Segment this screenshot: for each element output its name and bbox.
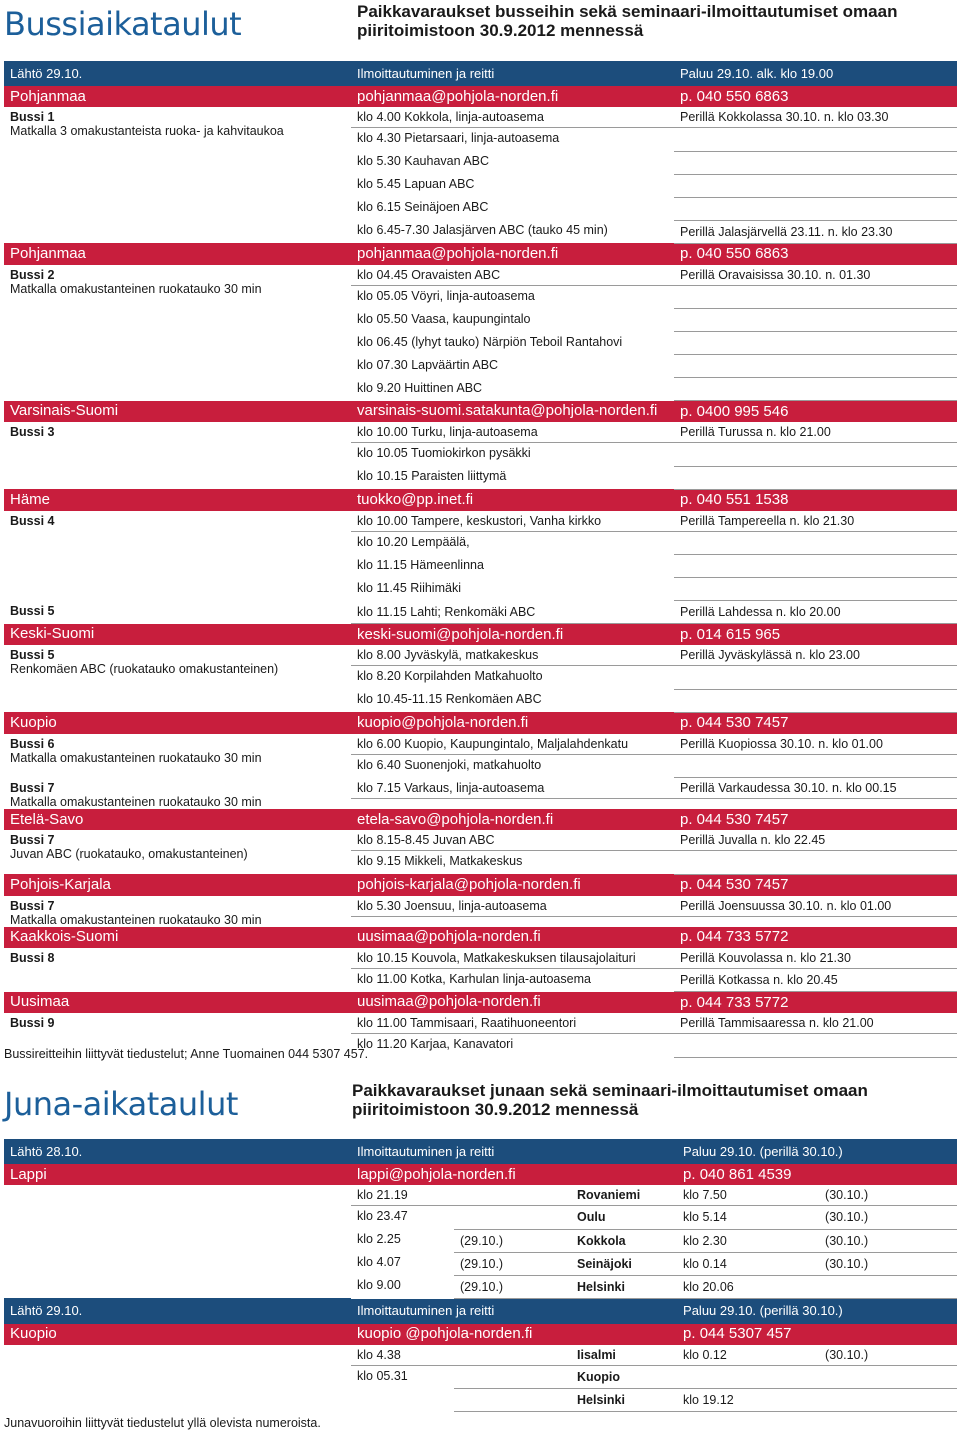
region-email: pohjois-karjala@pohjola-norden.fi xyxy=(351,874,674,896)
station: Helsinki xyxy=(571,1389,677,1412)
region-row xyxy=(4,243,957,265)
return-info xyxy=(674,689,957,712)
stop-time: klo 4.00 Kokkola, linja-autoasema xyxy=(351,107,674,128)
bus-section-subtitle xyxy=(357,2,897,40)
region-email: kuopio@pohjola-norden.fi xyxy=(351,712,674,734)
region-name: Kuopio xyxy=(4,712,351,734)
bus-name: Bussi 4 xyxy=(10,513,55,528)
departure-date xyxy=(454,1206,571,1230)
departure-time: klo 05.31 xyxy=(357,1368,408,1383)
stop-time: klo 04.45 Oravaisten ABC xyxy=(351,265,674,286)
stop-time: klo 11.15 Lahti; Renkomäki ABC xyxy=(351,601,674,624)
bus-cell xyxy=(4,948,351,992)
region-phone: p. 044 733 5772 xyxy=(674,992,957,1014)
schedule-row xyxy=(4,601,957,624)
return-date: (30.10.) xyxy=(819,1252,957,1275)
schedule-row xyxy=(4,734,957,755)
region-phone: p. 044 530 7457 xyxy=(674,712,957,734)
return-info xyxy=(674,332,957,355)
departure-date xyxy=(454,1389,571,1412)
train-row xyxy=(4,1185,957,1206)
bus-subtitle-line-1: Paikkavaraukset busseihin sekä seminaari-ilmoittautumiset omaan xyxy=(357,2,898,21)
return-info xyxy=(674,443,957,467)
return-time: klo 2.30 xyxy=(677,1229,819,1252)
region-email: kuopio @pohjola-norden.fi xyxy=(351,1324,677,1345)
train-section-subtitle xyxy=(352,1081,868,1119)
station: Helsinki xyxy=(571,1275,677,1298)
spacer xyxy=(351,799,957,810)
spacer-cell xyxy=(4,1185,351,1298)
stop-time: klo 9.15 Mikkeli, Matkakeskus xyxy=(357,854,523,868)
stop-time: klo 10.15 Kouvola, Matkakeskuksen tilausajolaituri xyxy=(351,948,674,969)
stop-time: klo 8.20 Korpilahden Matkahuolto xyxy=(357,669,543,683)
return-info xyxy=(674,666,957,690)
return-info: Perillä Kouvolassa n. klo 21.30 xyxy=(674,948,957,969)
return-info: Perillä Kuopiossa 30.10. n. klo 01.00 xyxy=(674,734,957,755)
departure-time: klo 21.19 xyxy=(351,1185,454,1206)
stop-time: klo 07.30 Lapväärtin ABC xyxy=(357,357,499,372)
schedule-row xyxy=(4,948,957,969)
return-info xyxy=(674,466,957,489)
bus-name: Bussi 5 xyxy=(10,603,55,618)
return-info xyxy=(674,555,957,578)
return-date xyxy=(819,1389,957,1412)
train-header-row xyxy=(4,1139,957,1164)
return-time: klo 20.06 xyxy=(677,1275,819,1298)
region-name: Varsinais-Suomi xyxy=(4,401,351,423)
region-row xyxy=(4,1164,957,1185)
stop-time: klo 05.50 Vaasa, kaupungintalo xyxy=(357,311,531,326)
return-info xyxy=(674,355,957,378)
bus-note: Matkalla omakustanteinen ruokatauko 30 min xyxy=(10,912,262,927)
departure-time xyxy=(351,1389,454,1412)
stop-time: klo 05.05 Vöyri, linja-autoasema xyxy=(357,288,535,303)
bus-footnote: Bussireitteihin liittyvät tiedustelut; Anne Tuomainen 044 5307 457. xyxy=(4,1047,369,1061)
schedule-row xyxy=(4,1013,957,1034)
bus-name: Bussi 3 xyxy=(10,425,55,439)
return-info xyxy=(674,128,957,152)
stop-time: klo 10.15 Paraisten liittymä xyxy=(357,469,507,483)
stop-time: klo 10.00 Turku, linja-autoasema xyxy=(351,422,674,443)
region-email: varsinais-suomi.satakunta@pohjola-norden.fi xyxy=(351,401,674,423)
train-header-route: Ilmoittautuminen ja reitti xyxy=(351,1298,677,1324)
stop-time: klo 5.30 Joensuu, linja-autoasema xyxy=(351,896,674,917)
bus-cell xyxy=(4,896,351,927)
return-info: Perillä Turussa n. klo 21.00 xyxy=(674,422,957,443)
region-row xyxy=(4,86,957,107)
stop-time: klo 10.05 Tuomiokirkon pysäkki xyxy=(357,446,531,460)
region-email: tuokko@pp.inet.fi xyxy=(351,489,674,511)
region-email: uusimaa@pohjola-norden.fi xyxy=(351,992,674,1014)
bus-note: Renkomäen ABC (ruokatauko omakustanteinen) xyxy=(10,662,279,676)
return-info xyxy=(674,197,957,220)
bus-note: Matkalla 3 omakustanteista ruoka- ja kahvitaukoa xyxy=(10,124,284,138)
train-subtitle-line-1: Paikkavaraukset junaan sekä seminaari-ilmoittautumiset omaan xyxy=(352,1081,868,1100)
region-row xyxy=(4,809,957,830)
return-date: (30.10.) xyxy=(819,1229,957,1252)
bus-cell xyxy=(4,511,351,601)
region-row xyxy=(4,489,957,511)
return-info: Perillä Kotkassa n. klo 20.45 xyxy=(674,968,957,992)
region-email: etela-savo@pohjola-norden.fi xyxy=(351,809,674,830)
return-info xyxy=(674,174,957,197)
region-phone: p. 040 861 4539 xyxy=(677,1164,957,1185)
bus-cell xyxy=(4,778,351,810)
return-info xyxy=(674,309,957,332)
bus-name: Bussi 5 xyxy=(10,648,55,662)
return-time: klo 19.12 xyxy=(677,1389,819,1412)
region-name: Pohjanmaa xyxy=(4,243,351,265)
return-info xyxy=(674,285,957,309)
bus-note: Matkalla omakustanteinen ruokatauko 30 min xyxy=(10,281,262,296)
bus-cell xyxy=(4,422,351,489)
bus-name: Bussi 7 xyxy=(10,833,55,847)
bus-cell xyxy=(4,601,351,624)
bus-cell xyxy=(4,830,351,874)
departure-date xyxy=(454,1365,571,1389)
bus-schedule-body xyxy=(4,61,957,1057)
bus-cell xyxy=(4,645,351,712)
return-info xyxy=(674,378,957,401)
departure-date: (29.10.) xyxy=(454,1229,571,1252)
region-phone: p. 040 550 6863 xyxy=(674,243,957,265)
return-info: Perillä Kokkolassa 30.10. n. klo 03.30 xyxy=(674,107,957,128)
return-info: Perillä Oravaisissa 30.10. n. 01.30 xyxy=(674,265,957,286)
region-name: Pohjois-Karjala xyxy=(4,874,351,896)
train-header-return: Paluu 29.10. (perillä 30.10.) xyxy=(677,1139,957,1164)
station: Rovaniemi xyxy=(571,1185,677,1206)
region-row xyxy=(4,624,957,646)
station: Oulu xyxy=(571,1206,677,1230)
schedule-row xyxy=(4,107,957,128)
return-date xyxy=(819,1365,957,1389)
stop-time: klo 11.20 Karjaa, Kanavatori xyxy=(357,1037,514,1051)
region-email: pohjanmaa@pohjola-norden.fi xyxy=(351,86,674,107)
bus-header-departure: Lähtö 29.10. xyxy=(4,61,351,86)
region-phone: p. 044 733 5772 xyxy=(674,927,957,948)
return-info: Perillä Lahdessa n. klo 20.00 xyxy=(674,601,957,624)
return-info xyxy=(674,1034,957,1058)
schedule-row xyxy=(4,896,957,917)
stop-time: klo 10.00 Tampere, keskustori, Vanha kirkko xyxy=(351,511,674,532)
region-email: pohjanmaa@pohjola-norden.fi xyxy=(351,243,674,265)
return-info: Perillä Jalasjärvellä 23.11. n. klo 23.30 xyxy=(674,220,957,243)
stop-time: klo 11.00 Tammisaari, Raatihuoneentori xyxy=(351,1013,674,1034)
bus-note: Matkalla omakustanteinen ruokatauko 30 min xyxy=(10,750,262,765)
region-phone: p. 040 551 1538 xyxy=(674,489,957,511)
bus-name: Bussi 7 xyxy=(10,898,55,913)
stop-time: klo 5.30 Kauhavan ABC xyxy=(357,154,490,168)
region-phone: p. 0400 995 546 xyxy=(674,401,957,423)
bus-cell xyxy=(4,734,351,778)
return-info: Perillä Tampereella n. klo 21.30 xyxy=(674,511,957,532)
train-section-title: Juna-aikataulut xyxy=(4,1085,238,1123)
bus-header-row xyxy=(4,61,957,86)
return-time: klo 0.14 xyxy=(677,1252,819,1275)
spacer xyxy=(351,916,957,927)
bus-section-title: Bussiaikataulut xyxy=(4,5,242,43)
region-phone: p. 044 5307 457 xyxy=(677,1324,957,1345)
departure-time: klo 2.25 xyxy=(357,1232,401,1246)
region-name: Etelä-Savo xyxy=(4,809,351,830)
return-info xyxy=(674,754,957,778)
region-phone: p. 014 615 965 xyxy=(674,624,957,646)
region-name: Keski-Suomi xyxy=(4,624,351,646)
departure-time: klo 4.07 xyxy=(357,1255,401,1269)
bus-cell xyxy=(4,107,351,243)
station: Seinäjoki xyxy=(571,1252,677,1275)
region-row xyxy=(4,712,957,734)
train-subtitle-line-2: piiritoimistoon 30.9.2012 mennessä xyxy=(352,1100,639,1119)
return-time xyxy=(677,1365,819,1389)
region-phone: p. 044 530 7457 xyxy=(674,809,957,830)
stop-time: klo 11.15 Hämeenlinna xyxy=(357,557,484,572)
station: Iisalmi xyxy=(571,1345,677,1366)
train-schedule-table xyxy=(4,1139,957,1412)
region-name: Lappi xyxy=(4,1164,351,1185)
region-phone: p. 044 530 7457 xyxy=(674,874,957,896)
schedule-row xyxy=(4,422,957,443)
return-info: Perillä Joensuussa 30.10. n. klo 01.00 xyxy=(674,896,957,917)
region-name: Kuopio xyxy=(4,1324,351,1345)
return-info xyxy=(674,578,957,601)
stop-time: klo 6.15 Seinäjoen ABC xyxy=(357,200,489,214)
station: Kuopio xyxy=(571,1365,677,1389)
region-email: lappi@pohjola-norden.fi xyxy=(351,1164,677,1185)
station: Kokkola xyxy=(571,1229,677,1252)
bus-header-return: Paluu 29.10. alk. klo 19.00 xyxy=(674,61,957,86)
departure-time: klo 23.47 xyxy=(357,1209,408,1223)
bus-subtitle-line-2: piiritoimistoon 30.9.2012 mennessä xyxy=(357,21,644,40)
train-header-departure: Lähtö 28.10. xyxy=(4,1139,351,1164)
train-footnote: Junavuoroihin liittyvät tiedustelut yllä olevista numeroista. xyxy=(4,1416,321,1430)
return-date: (30.10.) xyxy=(819,1206,957,1230)
region-row xyxy=(4,1324,957,1345)
train-schedule-body xyxy=(4,1139,957,1412)
schedule-row xyxy=(4,511,957,532)
train-header-row xyxy=(4,1298,957,1324)
bus-name: Bussi 9 xyxy=(10,1016,55,1030)
departure-time: klo 9.00 xyxy=(357,1278,401,1292)
region-name: Kaakkois-Suomi xyxy=(4,927,351,948)
return-info xyxy=(674,151,957,174)
return-time: klo 0.12 xyxy=(677,1345,819,1366)
departure-date xyxy=(454,1345,571,1366)
bus-name: Bussi 6 xyxy=(10,736,55,751)
departure-date xyxy=(454,1185,571,1206)
stop-time: klo 10.20 Lempäälä, xyxy=(357,534,470,549)
stop-time: klo 7.15 Varkaus, linja-autoasema xyxy=(351,778,674,799)
region-row xyxy=(4,874,957,896)
bus-name: Bussi 1 xyxy=(10,110,55,124)
bus-header-route: Ilmoittautuminen ja reitti xyxy=(351,61,674,86)
departure-date: (29.10.) xyxy=(454,1252,571,1275)
train-header-return: Paluu 29.10. (perillä 30.10.) xyxy=(677,1298,957,1324)
bus-cell xyxy=(4,265,351,401)
stop-time: klo 9.20 Huittinen ABC xyxy=(357,380,483,395)
return-info: Perillä Juvalla n. klo 22.45 xyxy=(674,830,957,851)
schedule-row xyxy=(4,265,957,286)
stop-time: klo 5.45 Lapuan ABC xyxy=(357,177,475,191)
return-date: (30.10.) xyxy=(819,1345,957,1366)
return-time: klo 5.14 xyxy=(677,1206,819,1230)
spacer-cell xyxy=(4,1345,351,1412)
region-row xyxy=(4,992,957,1014)
bus-schedule-table xyxy=(4,61,957,1058)
return-info: Perillä Tammisaaressa n. klo 21.00 xyxy=(674,1013,957,1034)
bus-name: Bussi 2 xyxy=(10,267,55,282)
stop-time: klo 6.45-7.30 Jalasjärven ABC (tauko 45 min) xyxy=(357,223,608,237)
stop-time: klo 10.45-11.15 Renkomäen ABC xyxy=(357,692,542,706)
departure-time: klo 4.38 xyxy=(351,1345,454,1366)
departure-date: (29.10.) xyxy=(454,1275,571,1298)
stop-time: klo 6.40 Suonenjoki, matkahuolto xyxy=(357,757,542,772)
schedule-row xyxy=(4,645,957,666)
bus-note: Matkalla omakustanteinen ruokatauko 30 min xyxy=(10,794,262,809)
schedule-row xyxy=(4,830,957,851)
train-header-route: Ilmoittautuminen ja reitti xyxy=(351,1139,677,1164)
region-email: keski-suomi@pohjola-norden.fi xyxy=(351,624,674,646)
schedule-row xyxy=(4,778,957,799)
bus-name: Bussi 7 xyxy=(10,780,55,795)
region-row xyxy=(4,401,957,423)
train-header-departure: Lähtö 29.10. xyxy=(4,1298,351,1324)
bus-name: Bussi 8 xyxy=(10,950,55,965)
return-time: klo 7.50 xyxy=(677,1185,819,1206)
return-info xyxy=(674,531,957,555)
stop-time: klo 11.45 Riihimäki xyxy=(357,580,461,595)
stop-time: klo 11.00 Kotka, Karhulan linja-autoasema xyxy=(357,971,591,986)
bus-note: Juvan ABC (ruokatauko, omakustanteinen) xyxy=(10,847,248,861)
region-email: uusimaa@pohjola-norden.fi xyxy=(351,927,674,948)
stop-time: klo 8.00 Jyväskylä, matkakeskus xyxy=(351,645,674,666)
region-name: Uusimaa xyxy=(4,992,351,1014)
region-name: Häme xyxy=(4,489,351,511)
return-date: (30.10.) xyxy=(819,1185,957,1206)
region-phone: p. 040 550 6863 xyxy=(674,86,957,107)
stop-time: klo 8.15-8.45 Juvan ABC xyxy=(351,830,674,851)
train-row xyxy=(4,1345,957,1366)
region-row xyxy=(4,927,957,948)
return-info: Perillä Jyväskylässä n. klo 23.00 xyxy=(674,645,957,666)
region-name: Pohjanmaa xyxy=(4,86,351,107)
stop-time: klo 4.30 Pietarsaari, linja-autoasema xyxy=(357,131,560,145)
return-info: Perillä Varkaudessa 30.10. n. klo 00.15 xyxy=(674,778,957,799)
return-info xyxy=(674,851,957,875)
stop-time: klo 06.45 (lyhyt tauko) Närpiön Teboil Rantahovi xyxy=(357,334,623,349)
stop-time: klo 6.00 Kuopio, Kaupungintalo, Maljalahdenkatu xyxy=(351,734,674,755)
return-date xyxy=(819,1275,957,1298)
